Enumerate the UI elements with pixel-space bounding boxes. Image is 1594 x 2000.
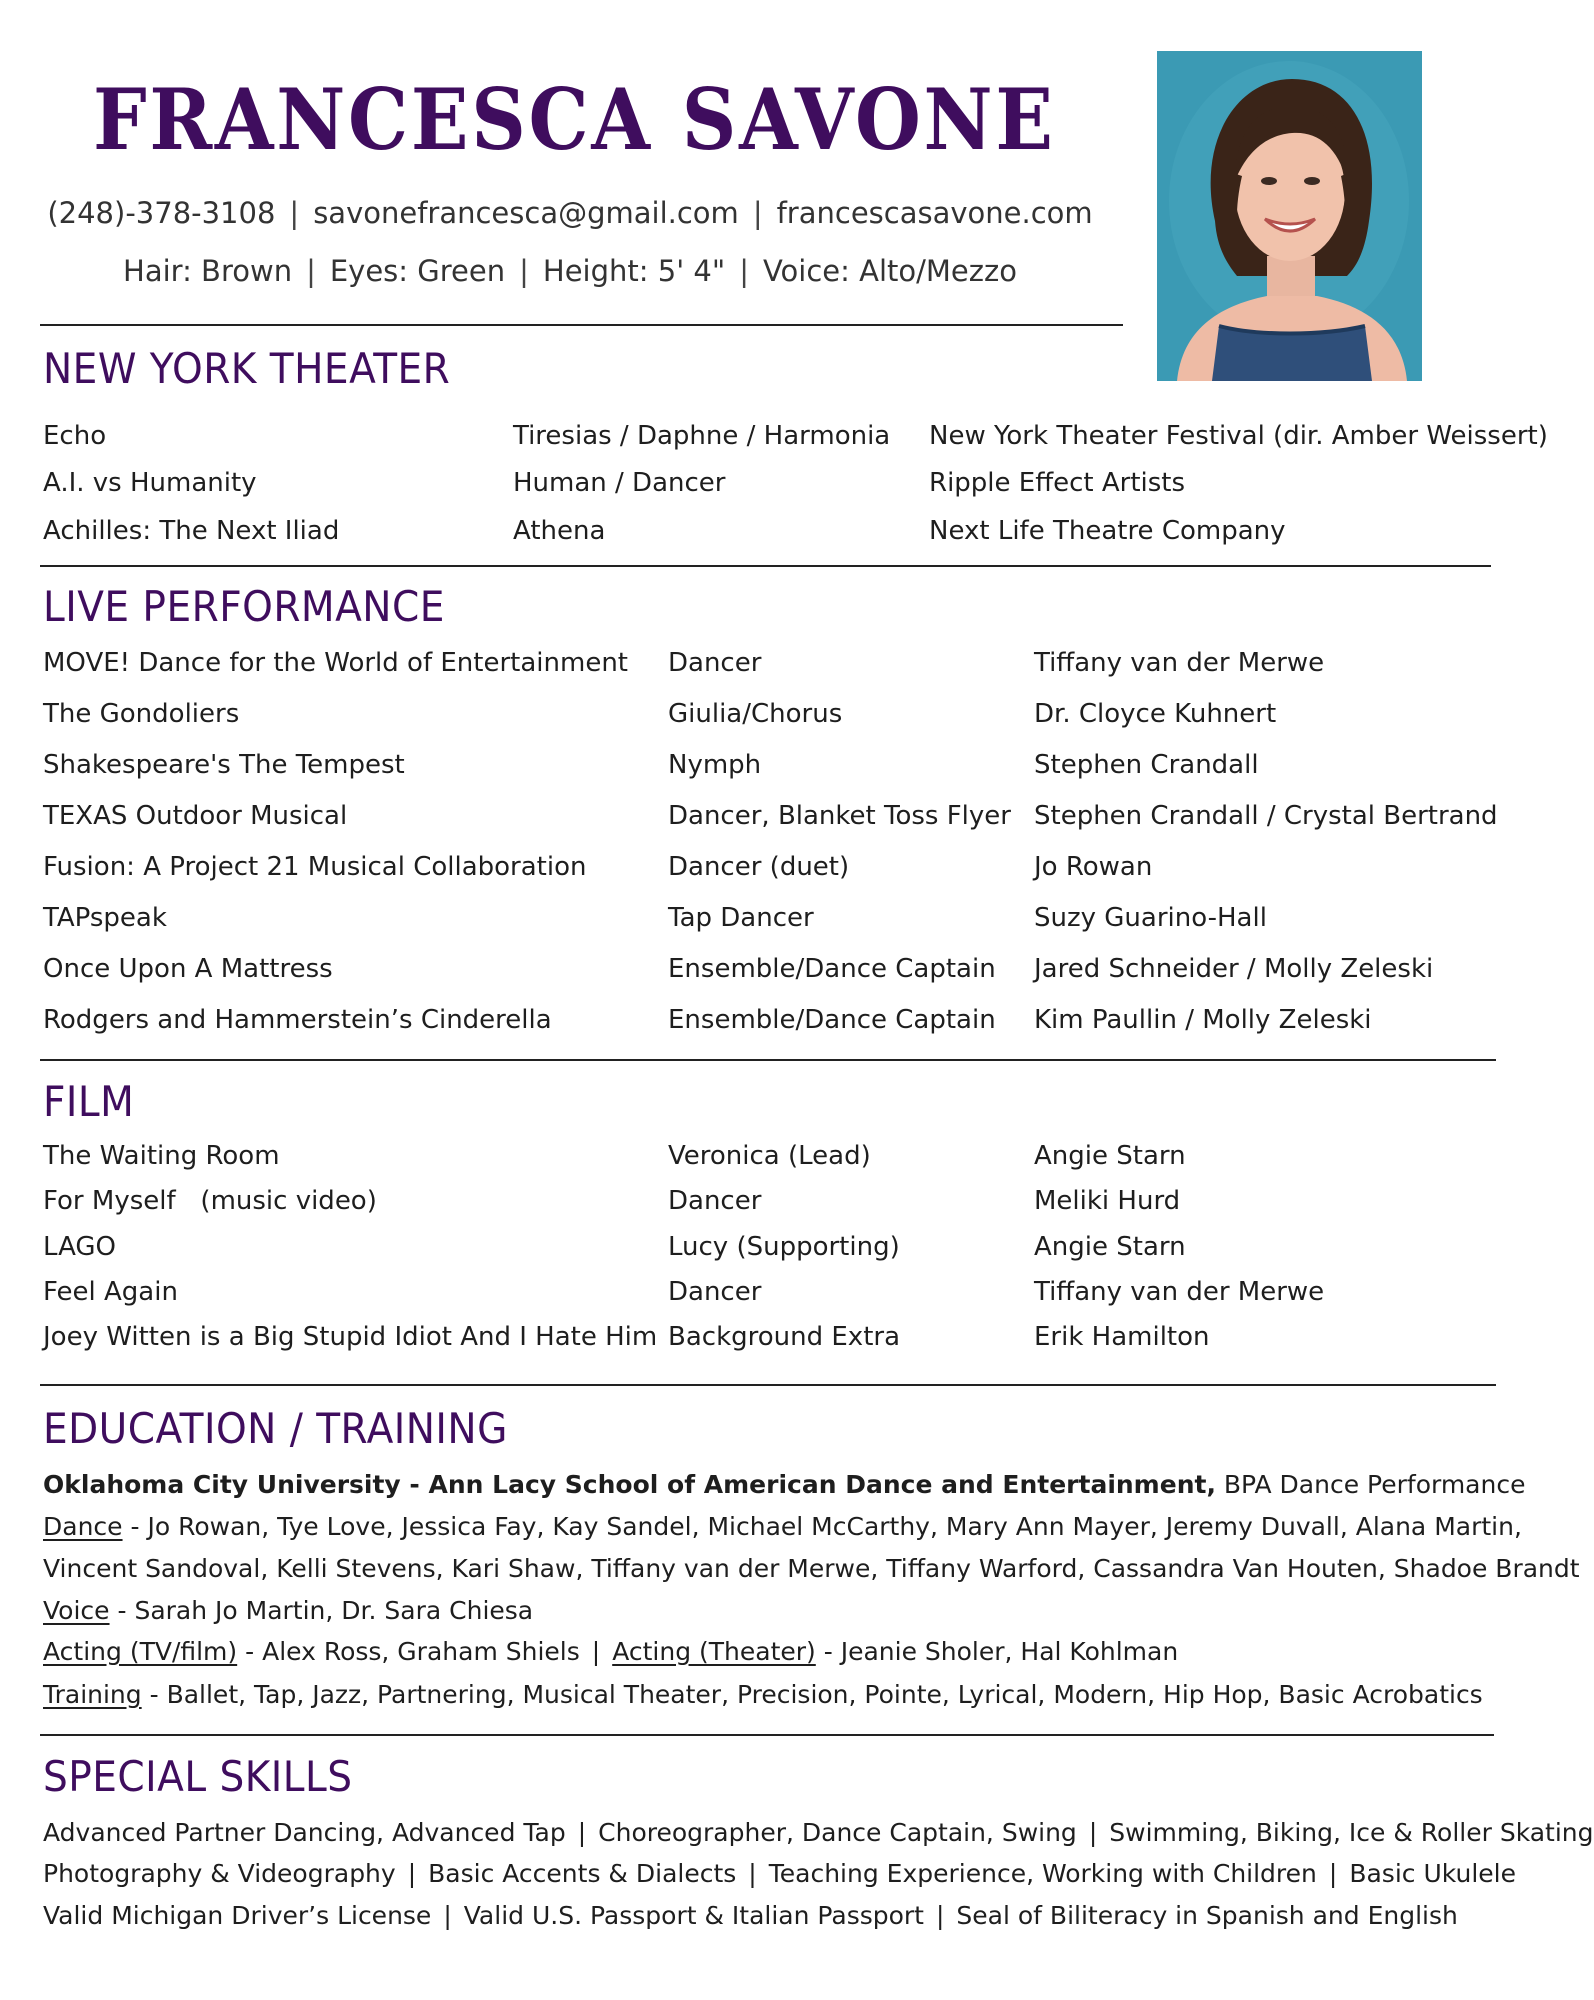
role: Ensemble/Dance Captain	[668, 1005, 996, 1035]
email-address: savonefrancesca@gmail.com	[313, 196, 739, 230]
show-title: Shakespeare's The Tempest	[43, 750, 405, 780]
separator: |	[519, 254, 529, 288]
phone-number: (248)-378-3108	[47, 196, 276, 230]
show-title: Achilles: The Next Iliad	[43, 516, 340, 546]
hair-color: Hair: Brown	[123, 254, 293, 288]
skill-item: Teaching Experience, Working with Children	[768, 1859, 1317, 1888]
separator: |	[306, 254, 316, 288]
separator: |	[407, 1859, 417, 1888]
education-voice-line	[43, 1596, 533, 1626]
table-row	[0, 954, 1545, 994]
separator: |	[591, 1637, 601, 1666]
education-training-line	[43, 1680, 1483, 1710]
director: Dr. Cloyce Kuhnert	[1034, 699, 1277, 729]
film-title: The Waiting Room	[43, 1141, 280, 1171]
table-row	[0, 903, 1545, 943]
height: Height: 5' 4"	[542, 254, 726, 288]
show-title: Once Upon A Mattress	[43, 954, 333, 984]
role: Tap Dancer	[668, 903, 814, 933]
role: Lucy (Supporting)	[668, 1232, 900, 1262]
skill-item: Advanced Partner Dancing, Advanced Tap	[43, 1818, 566, 1847]
school-name: Oklahoma City University - Ann Lacy School of American Dance and Entertainment,	[43, 1470, 1216, 1499]
education-dance-line-2	[43, 1554, 1580, 1584]
separator: |	[443, 1901, 452, 1930]
headshot-illustration	[1157, 51, 1422, 381]
section-title-film: FILM	[43, 1077, 135, 1126]
table-row	[0, 1186, 1545, 1226]
skill-item: Seal of Biliteracy in Spanish and English	[956, 1901, 1458, 1930]
film-title: Joey Witten is a Big Stupid Idiot And I Hate Him	[43, 1322, 658, 1352]
training-label: Training	[43, 1680, 142, 1709]
table-row	[0, 1322, 1545, 1362]
show-title: TEXAS Outdoor Musical	[43, 801, 348, 831]
skill-item: Basic Accents & Dialects	[428, 1859, 737, 1888]
table-row	[0, 648, 1545, 688]
acting-tv-label: Acting (TV/film)	[43, 1637, 238, 1666]
contact-line	[40, 196, 1100, 230]
eye-color: Eyes: Green	[329, 254, 506, 288]
director: Jo Rowan	[1034, 852, 1153, 882]
table-row	[0, 1277, 1545, 1317]
separator: |	[1088, 1818, 1098, 1847]
acting-tv-teachers: - Alex Ross, Graham Shiels	[237, 1637, 580, 1666]
film-title: Feel Again	[43, 1277, 178, 1307]
education-school-line	[43, 1470, 1525, 1500]
voice-type: Voice: Alto/Mezzo	[762, 254, 1017, 288]
director: Meliki Hurd	[1034, 1186, 1181, 1216]
stats-line	[40, 254, 1100, 288]
performer-name: FRANCESCA SAVONE	[93, 70, 1056, 169]
table-row	[0, 699, 1545, 739]
dance-teachers-continued: Vincent Sandoval, Kelli Stevens, Kari Shaw, Tiffany van der Merwe, Tiffany Warford, Cassandra Van Houten, Shadoe Brandt	[43, 1554, 1580, 1583]
skill-item: Swimming, Biking, Ice & Roller Skating	[1109, 1818, 1594, 1847]
section-title-live-performance: LIVE PERFORMANCE	[43, 582, 445, 631]
section-title-new-york-theater: NEW YORK THEATER	[43, 344, 451, 393]
role: Background Extra	[668, 1322, 901, 1352]
table-row	[0, 1141, 1545, 1181]
skill-item: Choreographer, Dance Captain, Swing	[598, 1818, 1077, 1847]
education-acting-line	[43, 1637, 1178, 1667]
acting-theater-teachers: - Jeanie Sholer, Hal Kohlman	[815, 1637, 1179, 1666]
table-row	[0, 750, 1545, 790]
role: Dancer (duet)	[668, 852, 850, 882]
dance-teachers: - Jo Rowan, Tye Love, Jessica Fay, Kay Sandel, Michael McCarthy, Mary Ann Mayer, Jeremy Duvall, Alana Martin,	[122, 1512, 1522, 1541]
header-divider	[40, 324, 1123, 326]
separator: |	[752, 196, 763, 230]
separator: |	[289, 196, 300, 230]
acting-theater-label: Acting (Theater)	[612, 1637, 816, 1666]
dance-label: Dance	[43, 1512, 123, 1541]
skill-item: Valid U.S. Passport & Italian Passport	[463, 1901, 924, 1930]
education-dance-line	[43, 1512, 1522, 1542]
show-title: Fusion: A Project 21 Musical Collaboration	[43, 852, 587, 882]
separator: |	[748, 1859, 757, 1888]
company: Ripple Effect Artists	[929, 468, 1186, 498]
role: Veronica (Lead)	[668, 1141, 871, 1171]
director: Suzy Guarino-Hall	[1034, 903, 1267, 933]
director: Tiffany van der Merwe	[1034, 648, 1325, 678]
director: Stephen Crandall	[1034, 750, 1259, 780]
section-divider	[40, 565, 1491, 567]
role: Dancer	[668, 648, 762, 678]
table-row	[0, 468, 1545, 508]
role: Athena	[513, 516, 606, 546]
separator: |	[935, 1901, 945, 1930]
separator: |	[577, 1818, 587, 1847]
headshot-photo	[1157, 51, 1422, 381]
role: Human / Dancer	[513, 468, 726, 498]
separator: |	[739, 254, 749, 288]
director: Angie Starn	[1034, 1232, 1186, 1262]
film-title: LAGO	[43, 1232, 117, 1262]
film-title: For Myself (music video)	[43, 1186, 377, 1216]
section-title-special-skills: SPECIAL SKILLS	[43, 1752, 353, 1801]
role: Dancer, Blanket Toss Flyer	[668, 801, 1011, 831]
director: Kim Paullin / Molly Zeleski	[1034, 1005, 1372, 1035]
role: Ensemble/Dance Captain	[668, 954, 996, 984]
skills-line	[43, 1818, 1594, 1848]
table-row	[0, 516, 1545, 556]
director: Erik Hamilton	[1034, 1322, 1210, 1352]
director: Angie Starn	[1034, 1141, 1186, 1171]
skills-line	[43, 1859, 1516, 1889]
training-styles: - Ballet, Tap, Jazz, Partnering, Musical Theater, Precision, Pointe, Lyrical, Modern, Hip Hop, Basic Acrobatics	[141, 1680, 1483, 1709]
company: New York Theater Festival (dir. Amber Weissert)	[929, 421, 1548, 451]
skill-item: Basic Ukulele	[1349, 1859, 1516, 1888]
director: Tiffany van der Merwe	[1034, 1277, 1325, 1307]
show-title: MOVE! Dance for the World of Entertainment	[43, 648, 628, 678]
role: Tiresias / Daphne / Harmonia	[513, 421, 891, 451]
skill-item: Valid Michigan Driver’s License	[43, 1901, 432, 1930]
show-title: A.I. vs Humanity	[43, 468, 257, 498]
table-row	[0, 1232, 1545, 1272]
show-title: Rodgers and Hammerstein’s Cinderella	[43, 1005, 552, 1035]
show-title: Echo	[43, 421, 107, 451]
table-row	[0, 421, 1548, 461]
separator: |	[1328, 1859, 1338, 1888]
company: Next Life Theatre Company	[929, 516, 1286, 546]
role: Nymph	[668, 750, 762, 780]
show-title: The Gondoliers	[43, 699, 240, 729]
table-row	[0, 1005, 1545, 1045]
voice-teachers: - Sarah Jo Martin, Dr. Sara Chiesa	[109, 1596, 534, 1625]
role: Giulia/Chorus	[668, 699, 843, 729]
degree: BPA Dance Performance	[1215, 1470, 1526, 1499]
table-row	[0, 801, 1545, 841]
voice-label: Voice	[43, 1596, 110, 1625]
skills-line	[43, 1901, 1458, 1931]
director: Jared Schneider / Molly Zeleski	[1034, 954, 1434, 984]
show-title: TAPspeak	[43, 903, 167, 933]
table-row	[0, 852, 1545, 892]
role: Dancer	[668, 1186, 762, 1216]
section-title-education-training: EDUCATION / TRAINING	[43, 1404, 508, 1453]
section-divider	[40, 1734, 1494, 1736]
section-divider	[40, 1384, 1496, 1386]
section-divider	[40, 1059, 1496, 1061]
skill-item: Photography & Videography	[43, 1859, 396, 1888]
director: Stephen Crandall / Crystal Bertrand	[1034, 801, 1498, 831]
role: Dancer	[668, 1277, 762, 1307]
website: francescasavone.com	[776, 196, 1093, 230]
